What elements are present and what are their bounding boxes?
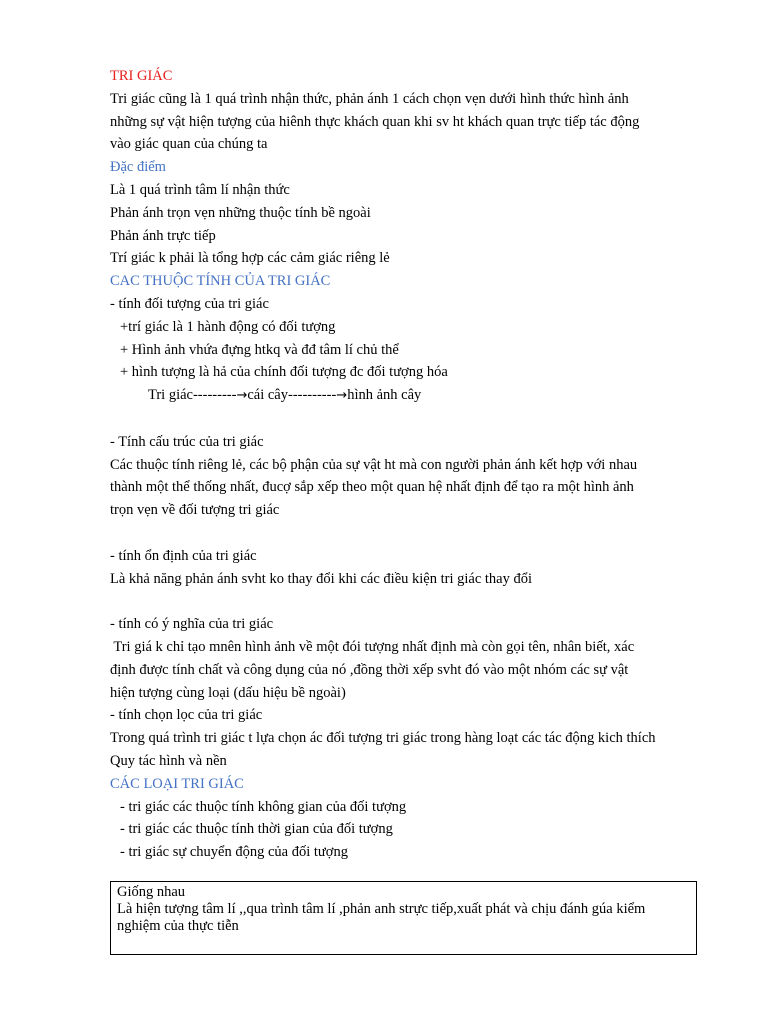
intro-line: vào giác quan của chúng ta <box>110 136 268 153</box>
arrow-example-part-b: cái cây---------- <box>247 387 337 404</box>
type-item: - tri giác các thuộc tính không gian của đối tượng <box>120 798 407 815</box>
intro-line: Tri giác cũng là 1 quá trình nhận thức, phản ánh 1 cách chọn vẹn dưới hình thức hình ảnh <box>110 90 629 107</box>
right-arrow-icon: → <box>336 388 348 404</box>
right-arrow-icon: → <box>236 388 248 404</box>
arrow-example <box>110 384 710 408</box>
feature-line: Trí giác k phải là tổng hợp các cảm giác riêng lẻ <box>110 250 390 267</box>
property-label-meaning: - tính có ý nghĩa của tri giác <box>110 616 274 633</box>
feature-line: Phản ánh trực tiếp <box>110 227 216 244</box>
stability-line: Là khả năng phản ánh svht ko thay đổi khi các điều kiện tri giác thay đổi <box>110 570 532 587</box>
similarity-line: Là hiện tượng tâm lí ,,qua trình tâm lí ,phản anh strực tiếp,xuất phát và chịu đánh gúa kiểm <box>117 901 646 917</box>
selection-line: Quy tác hình và nền <box>110 752 227 769</box>
selection-line: Trong quá trình tri giác t lựa chọn ác đối tượng tri giác trong hàng loạt các tác động kich thích <box>110 730 656 747</box>
section-heading-types: CÁC LOẠI TRI GIÁC <box>110 775 244 792</box>
property-label-object: - tính đối tượng của tri giác <box>110 295 269 312</box>
feature-line: Phản ánh trọn vẹn những thuộc tính bề ngoài <box>110 204 371 221</box>
blank-line <box>110 590 710 613</box>
similarity-box <box>110 881 697 955</box>
property-label-stability: - tính ổn định của tri giác <box>110 547 257 564</box>
arrow-example-part-a: Tri giác--------- <box>148 387 237 404</box>
similarity-heading: Giống nhau <box>117 884 186 900</box>
meaning-line: định được tính chất và công dụng của nó ,đồng thời xếp svht đó vào một nhóm các sự vật <box>110 661 629 678</box>
blank-line <box>110 408 710 431</box>
section-heading-features: Đặc điểm <box>110 159 166 176</box>
type-item: - tri giác các thuộc tính thời gian của đối tượng <box>120 821 393 838</box>
structure-line: trọn vẹn về đối tượng tri giác <box>110 502 280 519</box>
blank-line <box>110 522 710 545</box>
feature-line: Là 1 quá trình tâm lí nhận thức <box>110 181 290 198</box>
object-point: +trí giác là 1 hành động có đối tượng <box>120 318 336 335</box>
property-label-selection: - tính chọn lọc của tri giác <box>110 707 263 724</box>
document-title: TRI GIÁC <box>110 68 173 84</box>
meaning-line: hiện tượng cùng loại (dấu hiệu bề ngoài) <box>110 684 346 701</box>
structure-line: thành một thể thống nhất, đucợ sắp xếp theo một quan hệ nhất định để tạo ra một hình ảnh <box>110 479 634 496</box>
document-page <box>110 65 710 864</box>
structure-line: Các thuộc tính riêng lẻ, các bộ phận của sự vật ht mà con người phản ánh kết hợp với nhau <box>110 456 638 473</box>
intro-line: những sự vật hiện tượng của hiênh thực khách quan khi sv ht khách quan trực tiếp tác động <box>110 113 640 130</box>
section-heading-properties: CAC THUỘC TÍNH CỦA TRI GIÁC <box>110 273 331 290</box>
object-point: + hình tượng là hả của chính đối tượng đc đối tượng hóa <box>120 364 448 381</box>
object-point: + Hình ảnh vhứa đựng htkq và đđ tâm lí chủ thể <box>120 341 399 358</box>
property-label-structure: - Tính cấu trúc của tri giác <box>110 433 264 450</box>
arrow-example-part-c: hình ảnh cây <box>347 387 422 404</box>
type-item: - tri giác sự chuyển động của đối tượng <box>120 844 348 861</box>
similarity-line: nghiệm của thực tiễn <box>117 918 239 934</box>
meaning-line: Tri giá k chỉ tạo mnên hình ảnh về một đói tượng nhất định mà còn gọi tên, nhân biết, xác <box>110 638 635 655</box>
